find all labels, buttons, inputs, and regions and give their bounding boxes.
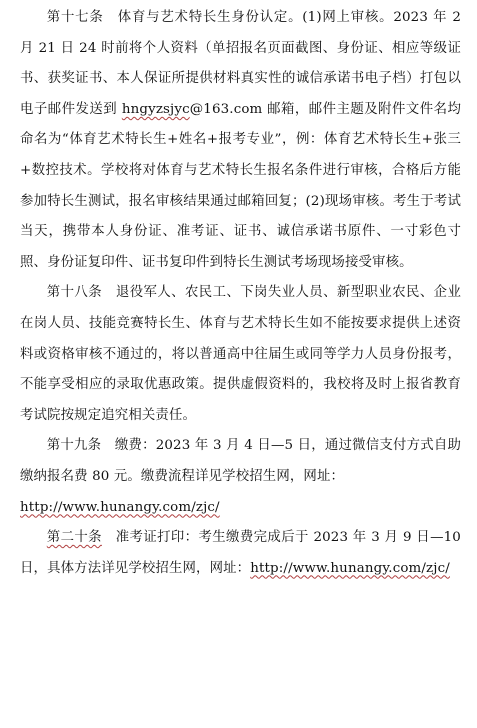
- article-20-url-link[interactable]: http://www.hunangy.com/zjc/: [250, 560, 450, 576]
- article-20-label: 第二十条: [46, 530, 102, 546]
- article-17-text-before: 第十七条 体育与艺术特长生身份认定。(1)网上审核。2023 年 2 月 21 日 24 时前将个人资料（单招报名页面截图、身份证、相应等级证书、获奖证书、本人保证所提供材料真实性的诚信承诺书电子档）打包以电子邮件发送到: [20, 10, 461, 117]
- article-20-text: 准考证打印：考生缴费完成后于 2023 年 3 月 9 日—10 日，具体方法详见学校招生网，网址：: [20, 530, 461, 576]
- article-17: [20, 3, 461, 278]
- article-20: [20, 523, 461, 584]
- article-18-text: 第十八条 退役军人、农民工、下岗失业人员、新型职业农民、企业在岗人员、技能竞赛特长生、体育与艺术特长生如不能按要求提供上述资料或资格审核不通过的，将以普通高中往届生或同等学力人员身份报考，不能享受相应的录取优惠政策。提供虚假资料的，我校将及时上报省教育考试院按规定追究相关责任。: [20, 285, 461, 423]
- article-17-text-after: @163.com 邮箱，邮件主题及附件文件名均命名为“体育艺术特长生+姓名+报考专业”，例：体育艺术特长生+张三+数控技术。学校将对体育与艺术特长生报名条件进行审核，合格后方能参加特长生测试，报名审核结果通过邮箱回复；(2)现场审核。考生于考试当天，携带本人身份证、准考证、证书、诚信承诺书原件、一寸彩色寸照、身份证复印件、证书复印件到特长生测试考场现场接受审核。: [20, 101, 461, 270]
- article-19-url-link[interactable]: http://www.hunangy.com/zjc/: [20, 499, 220, 515]
- article-19-text: 第十九条 缴费：2023 年 3 月 4 日—5 日，通过微信支付方式自助缴纳报名费 80 元。缴费流程详见学校招生网，网址：: [20, 438, 461, 484]
- article-19: [20, 431, 461, 523]
- email-address[interactable]: hngyzsjyc: [121, 101, 190, 117]
- article-18: [20, 278, 461, 431]
